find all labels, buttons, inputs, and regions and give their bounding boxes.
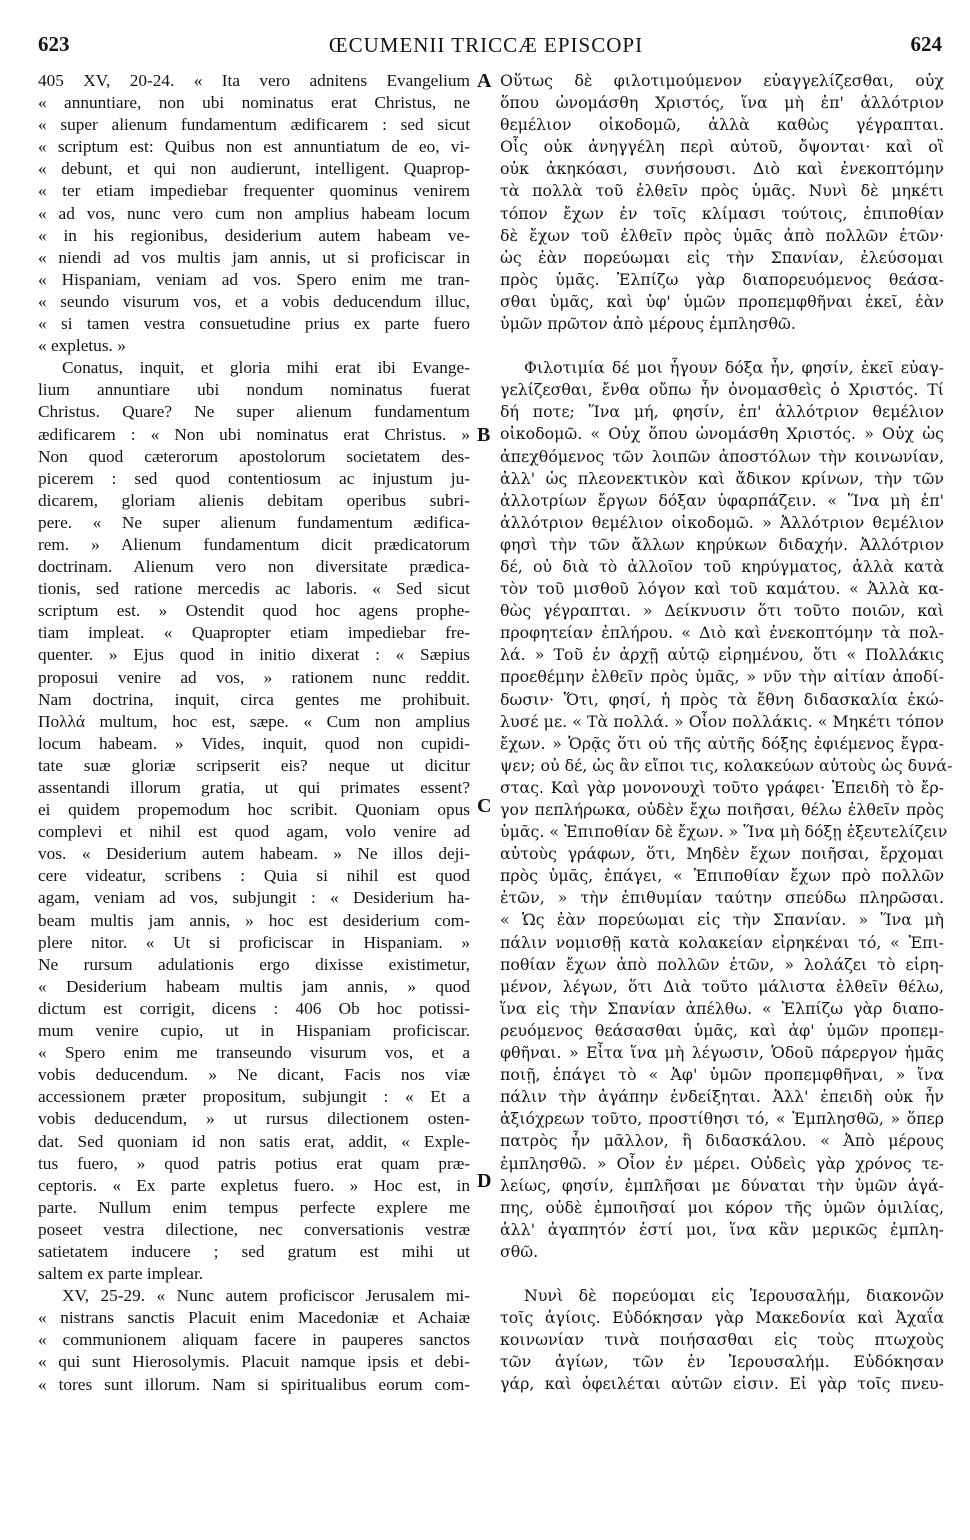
greek-text-line: δωσιν· Ὅτι, φησί, ἡ πρὸς τὰ ἔθνη διδασκαλία ἐκώ- [500,689,944,709]
greek-text-line: δὲ ἔχων τοῦ ἐλθεῖν πρὸς ὑμᾶς ἀπὸ πολλῶν ἐτῶν· [500,225,944,245]
latin-text-line: ceptoris. « Ex parte expletus fuero. » Hoc est, in [38,1175,470,1195]
latin-text-line: Christus. Quare? Ne super alienum fundamentum [38,402,470,422]
greek-text-line: γελίζεσθαι, ἔνθα οὔπω ἦν ὀνομασθεὶς ὁ Χριστός. Τί [500,380,944,400]
latin-text-line: cere videatur, scribens : Quia si nihil est quod [38,866,470,886]
greek-text-line: τὰ πολλὰ τοῦ ἐλθεῖν πρὸς ὑμᾶς. Νυνὶ δὲ μηκέτι [500,181,944,201]
greek-text-line: αὐτοὺς γράφων, ὅτι, Μηδὲν ἔχων ποιῆσαι, ἔρχομαι [500,844,944,864]
greek-text-line: πρὸς ὑμᾶς, ἐπάγει, « Ἐπιποθίαν ἔχων πρὸ πολλῶν [500,866,944,886]
latin-text-line: Non quod cæterorum apostolorum societatem des- [38,446,470,466]
latin-text-line: doctrinam. Alienum vero non diversitate prædica- [38,557,470,577]
greek-text-line: ἀξιόχρεων τοῦτο, προστίθησι τό, « Ἐμπλησθῶ, » ὅπερ [500,1109,944,1129]
running-header [30,30,942,60]
greek-text-line: ἵνα εἰς τὴν Σπανίαν ἀπέλθω. « Ἐλπίζω γὰρ διαπο- [500,998,944,1018]
greek-text-line: θεμέλιον οἰκοδομῶ, ἀλλὰ καθὼς γέγραπται. [500,115,944,135]
greek-text-line: ὑμᾶς. « Ἐπιποθίαν δὲ ἔχων. » Ἵνα μὴ δόξῃ ἐξευτελίζειν [500,822,948,842]
greek-text-line: λείως, φησίν, ἐμπλῆσαι με δύναται τὴν ὑμῶν ἀγά- [500,1175,944,1195]
greek-text-line: ρευόμενος θεάσασθαι ὑμᾶς, καὶ ἀφ' ὑμῶν προπεμ- [500,1020,944,1040]
greek-text-line: οἰκοδομῶ. « Οὐχ ὅπου ὠνομάσθη Χριστός. » Οὐχ ὡς [500,424,944,444]
latin-text-line: saltem ex parte implear. [38,1264,204,1284]
margin-letter-b: B [477,424,491,446]
greek-text-line: τῶν ἁγίων, τῶν ἐν Ἱερουσαλήμ. Εὐδόκησαν [500,1352,944,1372]
latin-text-line: Πολλά multum, hoc est, sæpe. « Cum non amplius [38,711,470,731]
latin-text-line: 405 XV, 20-24. « Ita vero adnitens Evangelium [38,71,470,90]
latin-text-line: Nam doctrina, inquit, circa gentes me prohibuit. [38,689,470,709]
latin-text-line: « ter etiam impediebar frequenter quominus venirem [38,181,470,201]
greek-text-line: ἐμπλησθῶ. » Οἷον ἐν μέρει. Οὐδεὶς γὰρ χρόνος τε- [500,1153,944,1173]
greek-text-line: ἐτῶν, » τὴν ἐπιθυμίαν ταύτην σπεύδω πληρῶσαι. [500,888,944,908]
greek-text-line: Οὕτως δὲ φιλοτιμούμενον εὐαγγελίζεσθαι, οὐχ [500,71,944,90]
greek-text-line: ἀλλοτρίων ἔργων δόξαν ὑφαρπάζειν. « Ἵνα μὴ ἐπ' [500,490,944,510]
greek-text-line: δή ποτε; Ἵνα μή, φησίν, ἐπ' ἀλλότριον θεμέλιον [500,402,944,422]
latin-text-line: satietatem inducere ; sed gratum est mihi ut [38,1241,470,1261]
greek-text-line: ὑμῶν πρῶτον ἀπὸ μέρους ἐμπλησθῶ. [500,314,796,334]
greek-text-line: σθῶ. [500,1241,539,1261]
greek-text-line: προφητείαν ἐπλήρου. « Διὸ καὶ ἐνεκοπτόμην τὰ πολ- [500,623,944,643]
latin-text-line: « nistrans sanctis Placuit enim Macedoniæ et Achaiæ [38,1308,470,1328]
latin-text-line: pere. « Ne super alienum fundamentum ædifica- [38,512,470,532]
greek-text-line: φθῆναι. » Εἶτα ἵνα μὴ λέγωσιν, Ὁδοῦ πάρεργον ἡμᾶς [500,1043,944,1063]
greek-text-line: ποιῇ, ἐπάγει τὸ « Ἀφ' ὑμῶν προπεμφθῆναι, » ἵνα [500,1065,944,1085]
greek-text-line: ὡς ἐὰν πορεύωμαι εἰς τὴν Σπανίαν, ἐλεύσομαι [500,247,944,267]
latin-text-line: « super alienum fundamentum ædificarem : sed sicut [38,115,470,135]
greek-column [500,70,953,1395]
margin-letter-d: D [477,1170,492,1192]
paragraph-gap [500,1263,944,1285]
greek-text-line: ἀλλ' ἀγαπητόν ἐστί μοι, ἵνα κἂν μερικῶς ἐμπλη- [500,1219,944,1239]
greek-text-line: ἀπεχθόμενος τῶν λοιπῶν ἀποστόλων τὴν κοινωνίαν, [500,446,944,466]
latin-text-line: tus fuero, » quod patris potius erat quam præ- [38,1153,470,1173]
latin-text-line: ei quidem propemodum hoc scribit. Quoniam opus [38,800,470,820]
latin-text-line: XV, 25-29. « Nunc autem proficiscor Jerusalem mi- [62,1286,470,1306]
page-number-right: 624 [910,32,942,56]
latin-text-line: vos. « Desiderium autem habeam. » Ne illos deji- [38,844,470,864]
greek-text-line: « Ὡς ἐὰν πορεύωμαι εἰς τὴν Σπανίαν. » Ἵνα μὴ [500,910,944,930]
greek-text-line: ὅπου ὠνομάσθη Χριστός, ἵνα μὴ ἐπ' ἀλλότριον [500,93,944,113]
greek-text-line: Φιλοτιμία δέ μοι ἦγουν δόξα ἦν, φησίν, ἐκεῖ εὐαγ- [524,358,944,378]
latin-text-line: dicarem, gloriam alienis debitam operibus subri- [38,490,470,510]
latin-text-line: ædificarem : « Non ubi nominatus erat Christus. » [38,424,470,444]
latin-text-line: « debunt, et qui non audierunt, intelligent. Quaprop- [38,159,470,179]
greek-text-line: λά. » Τοῦ ἐν ἀρχῇ αὐτῷ εἰρημένου, ὅτι « Πολλάκις [500,645,944,665]
latin-text-line: « ad vos, nunc vero cum non amplius habeam locum [38,203,470,223]
latin-text-line: vobis deducendum. » Ne dicant, Facis nos viæ [38,1065,470,1085]
greek-text-line: γον πεπλήρωκα, οὐδὲν ἔχω ποιῆσαι, θέλω ἐλθεῖν πρὸς [500,800,944,819]
latin-text-line: accessionem præter propositum, subjungit : « Et a [38,1087,470,1107]
margin-letter-a: A [477,70,492,92]
greek-text-line: λυσέ με. « Τὰ πολλά. » Οἷον πολλάκις. « Μηκέτι τόπον [500,711,944,731]
greek-text-line: ἀλλότριον θεμέλιον οἰκοδομῶ. » Ἀλλότριον θεμέλιον [500,512,944,532]
latin-text-line: « niendi ad vos multis jam annis, ut si proficiscar in [38,247,470,267]
latin-text-line: tiam impleat. « Quapropter etiam impediebar fre- [38,623,470,643]
latin-text-line: picerem : sed quod contentiosum ac injustum ju- [38,468,470,488]
greek-text-line: γάρ, καὶ ὀφειλέται αὐτῶν εἰσιν. Εἰ γὰρ τοῖς πνευ- [500,1374,944,1394]
greek-text-line: πης, οὐδὲ ἐμποιῆσαί μοι κόρον τῆς ὑμῶν ὁμιλίας, [500,1197,944,1217]
greek-text-line: προεθέμην ἐλθεῖν πρὸς ὑμᾶς, » νῦν τὴν αἰτίαν ἀποδί- [500,667,944,687]
greek-text-line: ἀλλ' ὡς πλεονεκτικὸν καὶ ἄδικον κρίνων, τὴν τῶν [500,468,944,488]
latin-text-line: parte. Nullum enim tempus perfecte explere me [38,1197,470,1217]
latin-column [38,70,470,1396]
running-title: ŒCUMENII TRICCÆ EPISCOPI [328,33,644,57]
latin-text-line: rem. » Alienum fundamentum dicit prædicatorum [38,534,470,554]
greek-text-line: πάλιν νομισθῇ κατὰ κολακείαν εἰρηκέναι τό, « Ἐπι- [500,932,944,952]
latin-text-line: assentandi illorum gratia, ut qui primates essent? [38,778,470,797]
latin-text-line: tionis, sed ratione mercedis ac laboris. « Sed sicut [38,579,470,599]
greek-text-line: τὸν τοῦ μισθοῦ λόγον καὶ τοῦ καμάτου. « Ἀλλὰ κα- [500,579,944,599]
latin-text-line: « seundo visurum vos, et a vobis deducendum illuc, [38,291,470,311]
latin-text-line: quenter. » Ejus quod in initio dixerat : « Sæpius [38,645,470,665]
greek-text-line: ποθίαν ἔχων ἀπὸ πολλῶν ἐτῶν, » λολάζει τὸ εἰρη- [500,954,944,974]
latin-text-line: lium annuntiare ubi nondum nominatus fuerat [38,380,470,400]
latin-text-line: locum habeam. » Vides, inquit, quod non cupidi- [38,733,470,753]
greek-text-line: τόπον ἔχων ἐν τοῖς κλίμασι τούτοις, ἐπιποθίαν [500,203,944,223]
paragraph-gap [500,335,944,357]
greek-text-line: πατρὸς ἦν μᾶλλον, ἢ διδασκάλου. « Ἀπὸ μέρους [500,1131,944,1151]
latin-text-line: proposui venire ad vos, » rationem nunc reddit. [38,667,470,687]
latin-text-line: scriptum est. » Ostendit quod hoc agens prophe- [38,601,470,621]
latin-text-line: agam, veniam ad vos, subjungit : « Desiderium ha- [38,888,470,908]
latin-text-line: beam multis jam annis, » hoc est desiderium com- [38,910,470,930]
latin-text-line: vobis deducendum, » ut rursus dilectionem osten- [38,1109,470,1129]
latin-text-line: « si tamen vestra consuetudine prius ex parte fuero [38,314,470,334]
latin-text-line: « in his regionibus, desiderium autem habeam ve- [38,225,470,245]
latin-text-line: « expletus. » [38,336,126,356]
greek-text-line: Νυνὶ δὲ πορεύομαι εἰς Ἱερουσαλήμ, διακονῶν [524,1285,944,1305]
latin-text-line: « annuntiare, non ubi nominatus erat Christus, ne [38,93,470,113]
latin-text-line: « qui sunt Hierosolymis. Placuit namque ipsis et debi- [38,1352,470,1372]
latin-text-line: « Spero enim me transeundo visurum vos, et a [38,1043,470,1063]
latin-text-line: Conatus, inquit, et gloria mihi erat ibi Evange- [62,358,470,378]
latin-text-line: mum venire cupio, ut in Hispaniam proficiscar. [38,1021,470,1041]
greek-text-line: θὼς γέγραπται. » Δείκνυσιν ὅτι τοῦτο ποιῶν, καὶ [500,601,944,621]
latin-text-line: complevi et nihil est quod agam, volo venire ad [38,822,470,842]
margin-letter-c: C [477,795,492,817]
greek-text-line: στας. Καὶ γὰρ μονονουχὶ τοῦτο γράφει· Ἐπειδὴ τὸ ἔρ- [500,777,944,797]
latin-text-line: poseet vestra dilectione, nec conversationis vestræ [38,1219,470,1239]
greek-text-line: τοῖς ἁγίοις. Εὐδόκησαν γὰρ Μακεδονία καὶ Ἀχαΐα [500,1308,944,1328]
greek-text-line: δέ, οὐ διὰ τὸ ἀλλοῖον τοῦ κηρύγματος, ἀλλὰ κατὰ [500,556,944,576]
greek-text-line: κοινωνίαν τινὰ ποιήσασθαι εἰς τοὺς πτωχοὺς [500,1330,944,1350]
greek-text-line: οὐκ ἀκηκόασι, συνήσουσι. Διὸ καὶ ἐνεκοπτόμην [500,159,944,179]
latin-text-line: Ne rursum adulationis ergo dixisse existimetur, [38,954,470,974]
latin-text-line: tate suæ gloriæ scripserit eis? neque ut dicitur [38,755,470,775]
latin-text-line: « scriptum est: Quibus non est annuntiatum de eo, vi- [38,137,470,157]
greek-text-line: πάλιν τὴν ἀγάπην ἐνδείξηται. Ἀλλ' ἐπειδὴ οὐκ ἦν [500,1087,944,1107]
page-number-left: 623 [38,32,70,56]
latin-text-line: dat. Sed quoniam id non satis erat, addit, « Exple- [38,1131,470,1151]
greek-text-line: μένον, λέγων, ὅτι Διὰ τοῦτο μάλιστα ἐλθεῖν θέλω, [500,976,944,996]
greek-text-line: ἔχων. » Ὁρᾷς ὅτι οὐ τῆς αὐτῆς δόξης ἐφιέμενος ἔγρα- [500,733,944,753]
latin-text-line: « communionem aliquam facere in pauperes sanctos [38,1330,470,1350]
latin-text-line: « Desiderium habeam multis jam annis, » quod [38,976,470,996]
greek-text-line: Οἷς οὐκ ἀνηγγέλη περὶ αὐτοῦ, ὄψονται· καὶ οἳ [500,137,944,157]
latin-text-line: « tores sunt illorum. Nam si spiritualibus eorum com- [38,1374,470,1394]
latin-text-line: dictum est corrigit, dicens : 406 Ob hoc potissi- [38,998,470,1018]
latin-text-line: « Hispaniam, veniam ad vos. Spero enim me tran- [38,269,470,289]
greek-text-line: ψεν; οὐ δέ, ὡς ἂν εἴποι τις, κολακεύων αὐτοὺς ὡς δυνά- [500,755,953,775]
greek-text-line: πρὸς ὑμᾶς. Ἐλπίζω γὰρ διαπορευόμενος θεάσα- [500,269,944,289]
latin-text-line: plere nitor. « Ut si proficiscar in Hispaniam. » [38,932,470,952]
greek-text-line: φησὶ τὴν τῶν ἄλλων κηρύκων διδαχήν. Ἀλλότριον [500,534,944,554]
greek-text-line: σθαι ὑμᾶς, καὶ ὑφ' ὑμῶν προπεμφθῆναι ἐκεῖ, ἐὰν [500,291,944,311]
